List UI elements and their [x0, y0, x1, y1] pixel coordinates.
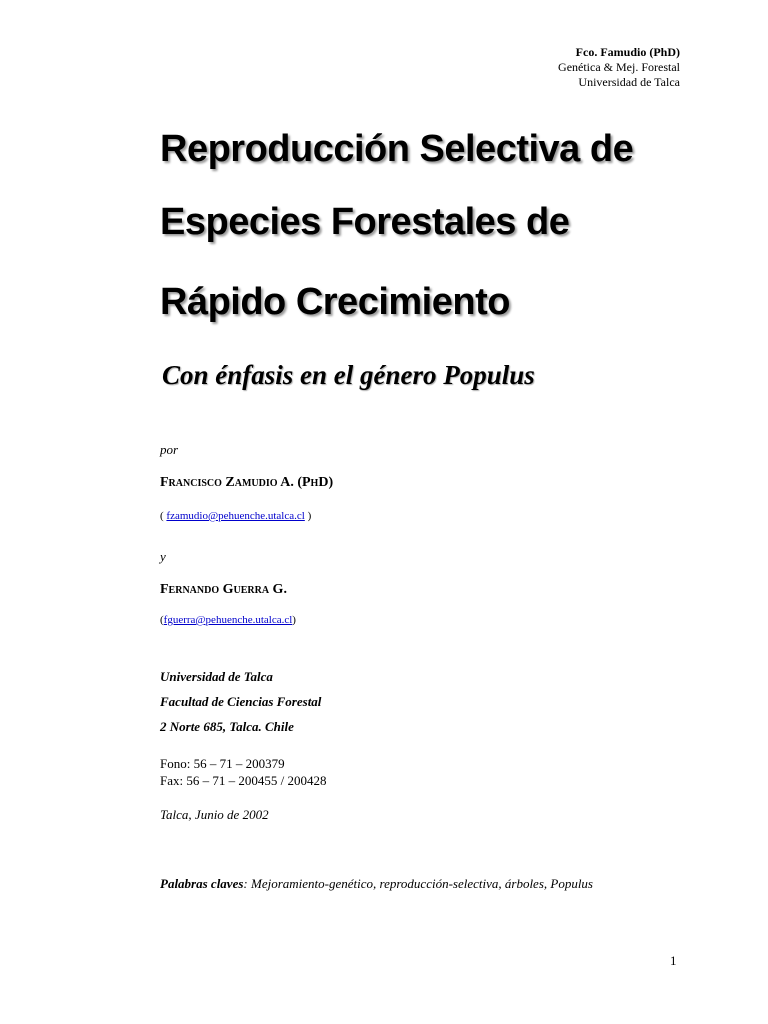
document-date: Talca, Junio de 2002: [160, 807, 269, 822]
page-number: 1: [670, 953, 677, 968]
keywords-label: Palabras claves: [160, 876, 244, 891]
author2-email-close: ): [292, 614, 296, 626]
keywords-value: : Mejoramiento-genético, reproducción-selectiva, árboles, Populus: [243, 876, 593, 891]
institution-faculty: Facultad de Ciencias Forestal: [160, 694, 322, 709]
by-label: por: [160, 442, 179, 457]
author2-email-line: [160, 614, 296, 626]
author1-email-close: ): [304, 510, 312, 522]
page-header: [558, 45, 680, 90]
institution-university: Universidad de Talca: [160, 669, 273, 684]
author2-name: Fernando Guerra G.: [160, 582, 287, 597]
author2-email-link[interactable]: fguerra@pehuenche.utalca.cl: [163, 614, 293, 626]
header-author: Fco. Famudio (PhD): [575, 45, 680, 59]
author1-email-link[interactable]: fzamudio@pehuenche.utalca.cl: [166, 510, 305, 522]
and-label: y: [160, 549, 166, 564]
author1-name: Francisco Zamudio A. (PhD): [160, 475, 334, 490]
title-line-3: Rápido Crecimiento: [160, 281, 510, 323]
header-university: Universidad de Talca: [578, 75, 680, 89]
author2-email-open: (: [160, 614, 164, 626]
title-line-2: Especies Forestales de: [160, 201, 570, 243]
keywords-line: [160, 876, 593, 892]
contact-fax: Fax: 56 – 71 – 200455 / 200428: [160, 773, 327, 788]
subtitle: Con énfasis en el género Populus: [162, 360, 535, 390]
title-line-1: Reproducción Selectiva de: [160, 128, 634, 170]
header-department: Genética & Mej. Forestal: [558, 60, 680, 74]
author1-email-open: (: [160, 510, 167, 522]
author1-email-line: [160, 510, 311, 522]
institution-address: 2 Norte 685, Talca. Chile: [160, 719, 294, 734]
contact-phone: Fono: 56 – 71 – 200379: [160, 756, 285, 771]
